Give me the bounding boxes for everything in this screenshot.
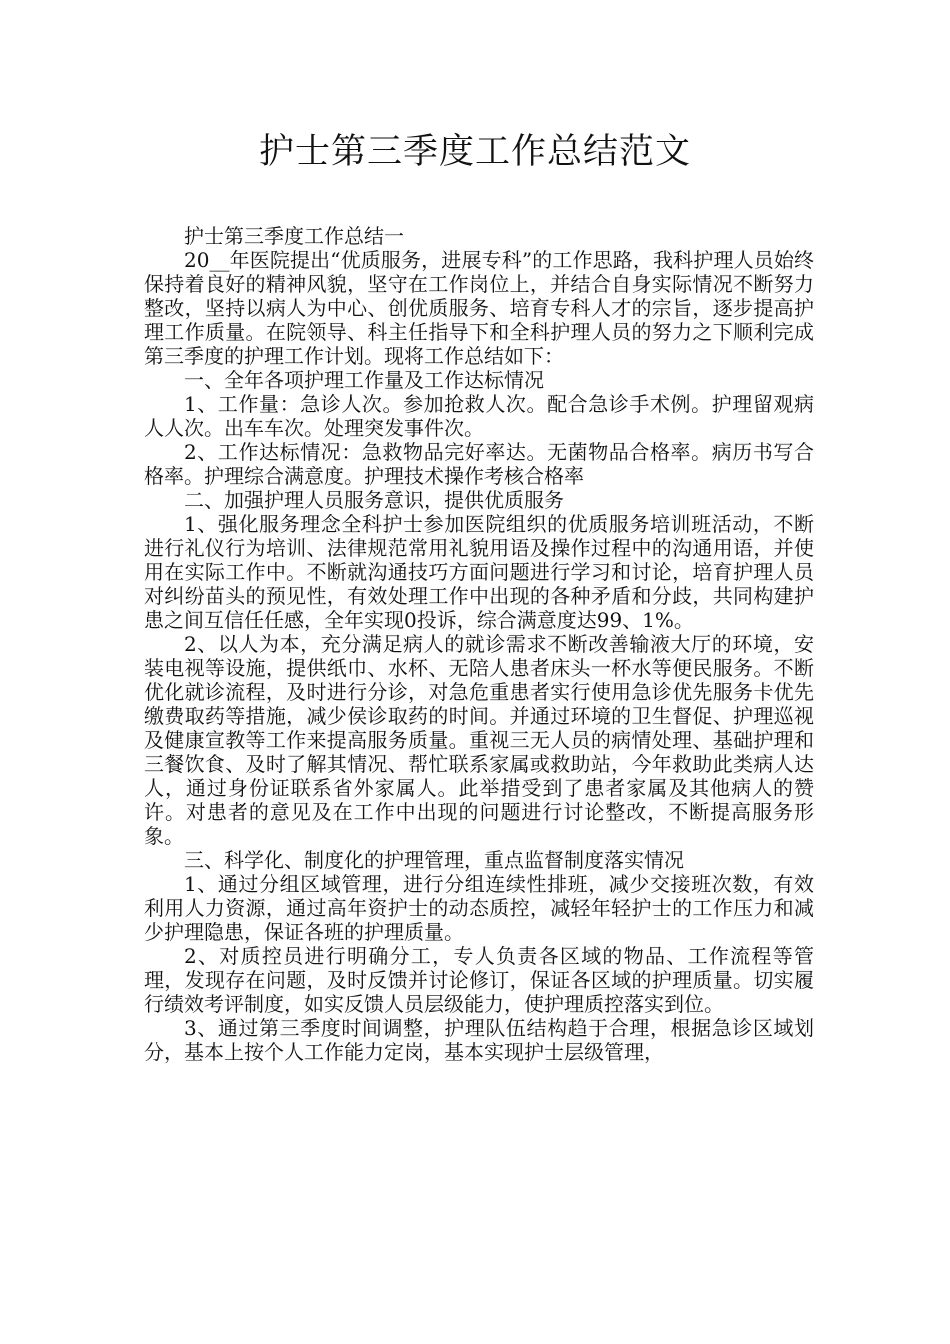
document-title: 护士第三季度工作总结范文 xyxy=(258,132,691,172)
section-heading: 一、全年各项护理工作量及工作达标情况 xyxy=(184,368,544,392)
paragraph: 2、以人为本，充分满足病人的就诊需求不断改善输液大厅的环境，安装电视等设施，提供纸巾、水杯、无陪人患者床头一杯水等便民服务。不断优化就诊流程，及时进行分诊，对急危重患者实行使用急诊优先服务卡优先缴费取药等措施，减少侯诊取药的时间。并通过环境的卫生督促、护理巡视及健康宣教等工作来提高服务质量。重视三无人员的病情处理、基础护理和三餐饮食、及时了解其情况、帮忙联系家属或救助站，今年救助此类病人达人，通过身份证联系省外家属人。此举措受到了患者家属及其他病人的赞许。对患者的意见及在工作中出现的问题进行讨论整改，不断提高服务形象。 xyxy=(144,632,814,848)
paragraph: 2、工作达标情况：急救物品完好率达。无菌物品合格率。病历书写合格率。护理综合满意度。护理技术操作考核合格率 xyxy=(144,440,814,488)
document-body xyxy=(144,224,814,1064)
paragraph: 1、强化服务理念全科护士参加医院组织的优质服务培训班活动，不断进行礼仪行为培训、法律规范常用礼貌用语及操作过程中的沟通用语，并使用在实际工作中。不断就沟通技巧方面问题进行学习和讨论，培育护理人员对纠纷苗头的预见性，有效处理工作中出现的各种矛盾和分歧，共同构建护患之间互信任任感，全年实现0投诉，综合满意度达99、1%。 xyxy=(144,512,814,632)
paragraph: 2、对质控员进行明确分工，专人负责各区域的物品、工作流程等管理，发现存在问题，及时反馈并讨论修订，保证各区域的护理质量。切实履行绩效考评制度，如实反馈人员层级能力，使护理质控落实到位。 xyxy=(144,944,814,1016)
paragraph: 3、通过第三季度时间调整，护理队伍结构趋于合理，根据急诊区域划分，基本上按个人工作能力定岗，基本实现护士层级管理， xyxy=(144,1016,814,1064)
paragraph: 1、工作量：急诊人次。参加抢救人次。配合急诊手术例。护理留观病人人次。出车车次。处理突发事件次。 xyxy=(144,392,814,440)
section-heading: 二、加强护理人员服务意识，提供优质服务 xyxy=(184,488,564,512)
section-heading: 三、科学化、制度化的护理管理，重点监督制度落实情况 xyxy=(184,848,684,872)
paragraph: 20__年医院提出“优质服务，进展专科”的工作思路，我科护理人员始终保持着良好的精神风貌，坚守在工作岗位上，并结合自身实际情况不断努力整改，坚持以病人为中心、创优质服务、培育专科人才的宗旨，逐步提高护理工作质量。在院领导、科主任指导下和全科护理人员的努力之下顺利完成第三季度的护理工作计划。现将工作总结如下： xyxy=(144,248,814,368)
paragraph: 1、通过分组区域管理，进行分组连续性排班，减少交接班次数，有效利用人力资源，通过高年资护士的动态质控，减轻年轻护士的工作压力和减少护理隐患，保证各班的护理质量。 xyxy=(144,872,814,944)
section-heading: 护士第三季度工作总结一 xyxy=(184,224,404,248)
